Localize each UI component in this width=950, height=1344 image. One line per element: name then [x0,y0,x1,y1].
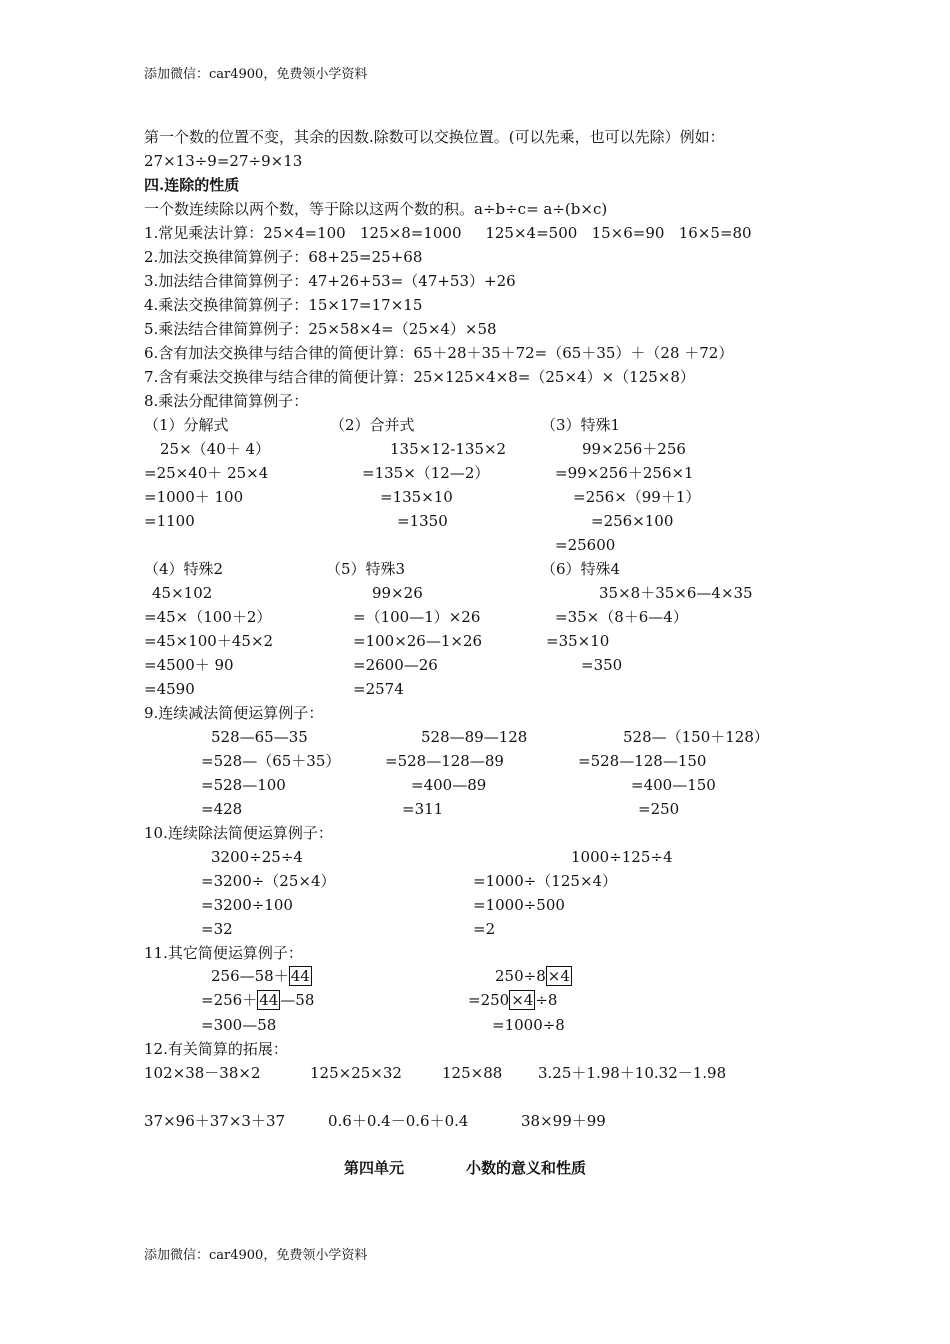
expr-text: =256＋ [201,991,258,1009]
dist-2-line: =135×10 [380,488,453,506]
expr-text: 256—58＋ [211,967,289,985]
item-6: 6.含有加法交换律与结合律的简便计算：65＋28＋35＋72=（65＋35）＋（28 ＋72） [144,344,734,362]
dist-6-line: =35×10 [546,632,610,650]
extension-expr: 125×88 [442,1064,503,1082]
page-header: 添加微信：car4900，免费领小学资料 [144,67,368,82]
div-col2-line: =2 [473,920,496,938]
div-col1-line: 3200÷25÷4 [211,848,303,866]
dist-3-line: 99×256＋256 [582,440,686,458]
dist-1-title: （1）分解式 [144,416,229,434]
item-1: 1.常见乘法计算：25×4=100 125×8=1000 125×4=500 15×6=90 16×5=80 [144,224,752,242]
expr-text: —58 [280,991,315,1009]
dist-2-line: 135×12-135×2 [390,440,507,458]
sub-col1-line: 528—65—35 [211,728,308,746]
dist-6-line: 35×8＋35×6—4×35 [599,584,753,602]
div-col1-line: =32 [201,920,233,938]
dist-2-title: （2）合并式 [330,416,415,434]
intro-line-2: 27×13÷9=27÷9×13 [144,152,303,170]
dist-5-line: =（100—1）×26 [353,608,481,626]
dist-2-line: =1350 [397,512,448,530]
section-4-rule: 一个数连续除以两个数，等于除以这两个数的积。a÷b÷c= a÷(b×c) [144,200,608,218]
sub-col3-line: 528—（150＋128） [623,728,769,746]
extension-expr: 125×25×32 [310,1064,402,1082]
other-a-line-2 [201,990,314,1010]
dist-6-line: =35×（8＋6—4） [555,608,688,626]
intro-line-1: 第一个数的位置不变，其余的因数.除数可以交换位置。(可以先乘，也可以先除）例如： [144,128,725,146]
item-5: 5.乘法结合律简算例子：25×58×4=（25×4）×58 [144,320,497,338]
div-col2-line: =1000÷（125×4） [473,872,618,890]
item-2: 2.加法交换律简算例子：68+25=25+68 [144,248,423,266]
sub-col2-line: =400—89 [411,776,487,794]
dist-3-line: =25600 [555,536,616,554]
boxed-term: ×4 [547,967,570,985]
section-4-title: 四.连除的性质 [144,176,240,194]
unit-4-label: 第四单元 [344,1159,405,1177]
sub-col1-line: =428 [201,800,243,818]
sub-col3-line: =400—150 [631,776,716,794]
dist-4-title: （4）特殊2 [144,560,224,578]
sub-col3-line: =528—128—150 [578,752,707,770]
item-8: 8.乘法分配律简算例子： [144,392,309,410]
dist-3-line: =256×（99＋1） [573,488,701,506]
div-col2-line: 1000÷125÷4 [571,848,673,866]
page-footer: 添加微信：car4900，免费领小学资料 [144,1248,368,1263]
sub-col2-line: 528—89—128 [421,728,528,746]
dist-5-line: =2574 [353,680,404,698]
boxed-term: 44 [290,967,310,985]
sub-col2-line: =528—128—89 [385,752,504,770]
sub-col2-line: =311 [402,800,444,818]
item-11: 11.其它简便运算例子： [144,944,303,962]
other-b-line-1 [495,966,572,986]
div-col2-line: =1000÷500 [473,896,565,914]
div-col1-line: =3200÷100 [201,896,293,914]
extension-expr: 38×99＋99 [521,1112,606,1130]
expr-text: ÷8 [535,991,558,1009]
div-col1-line: =3200÷（25×4） [201,872,336,890]
item-10: 10.连续除法简便运算例子： [144,824,333,842]
extension-expr: 3.25＋1.98＋10.32－1.98 [538,1064,727,1082]
dist-1-line: =1100 [144,512,195,530]
dist-6-title: （6）特殊4 [541,560,621,578]
dist-4-line: =4590 [144,680,195,698]
dist-2-line: =135×（12—2） [362,464,490,482]
other-b-line-2 [468,990,557,1010]
dist-4-line: =4500＋ 90 [144,656,234,674]
dist-3-line: =99×256＋256×1 [555,464,694,482]
boxed-term: ×4 [511,991,534,1009]
sub-col3-line: =250 [638,800,680,818]
boxed-term: 44 [259,991,279,1009]
dist-3-line: =256×100 [591,512,674,530]
item-4: 4.乘法交换律简算例子：15×17=17×15 [144,296,423,314]
dist-4-line: 45×102 [152,584,213,602]
expr-text: =250 [468,991,510,1009]
dist-3-title: （3）特殊1 [541,416,621,434]
item-9: 9.连续减法简便运算例子： [144,704,324,722]
dist-4-line: =45×（100＋2） [144,608,272,626]
other-b-line-3: =1000÷8 [492,1016,565,1034]
item-12: 12.有关简算的拓展： [144,1040,288,1058]
expr-text: 250÷8 [495,967,546,985]
dist-5-line: =100×26—1×26 [353,632,483,650]
sub-col1-line: =528—（65＋35） [201,752,341,770]
dist-6-line: =350 [581,656,623,674]
dist-1-line: =25×40＋ 25×4 [144,464,269,482]
dist-5-title: （5）特殊3 [326,560,406,578]
extension-expr: 0.6＋0.4－0.6＋0.4 [328,1112,469,1130]
dist-5-line: 99×26 [372,584,423,602]
item-7: 7.含有乘法交换律与结合律的简便计算：25×125×4×8=（25×4）×（125×8） [144,368,695,386]
extension-expr: 102×38－38×2 [144,1064,261,1082]
item-3: 3.加法结合律简算例子：47+26+53=（47+53）+26 [144,272,516,290]
unit-4-title: 小数的意义和性质 [466,1159,587,1177]
dist-5-line: =2600—26 [353,656,438,674]
sub-col1-line: =528—100 [201,776,286,794]
other-a-line-1 [211,966,312,986]
other-a-line-3: =300—58 [201,1016,277,1034]
dist-1-line: 25×（40＋ 4） [160,440,271,458]
dist-1-line: =1000＋ 100 [144,488,244,506]
extension-expr: 37×96＋37×3＋37 [144,1112,286,1130]
dist-4-line: =45×100＋45×2 [144,632,274,650]
